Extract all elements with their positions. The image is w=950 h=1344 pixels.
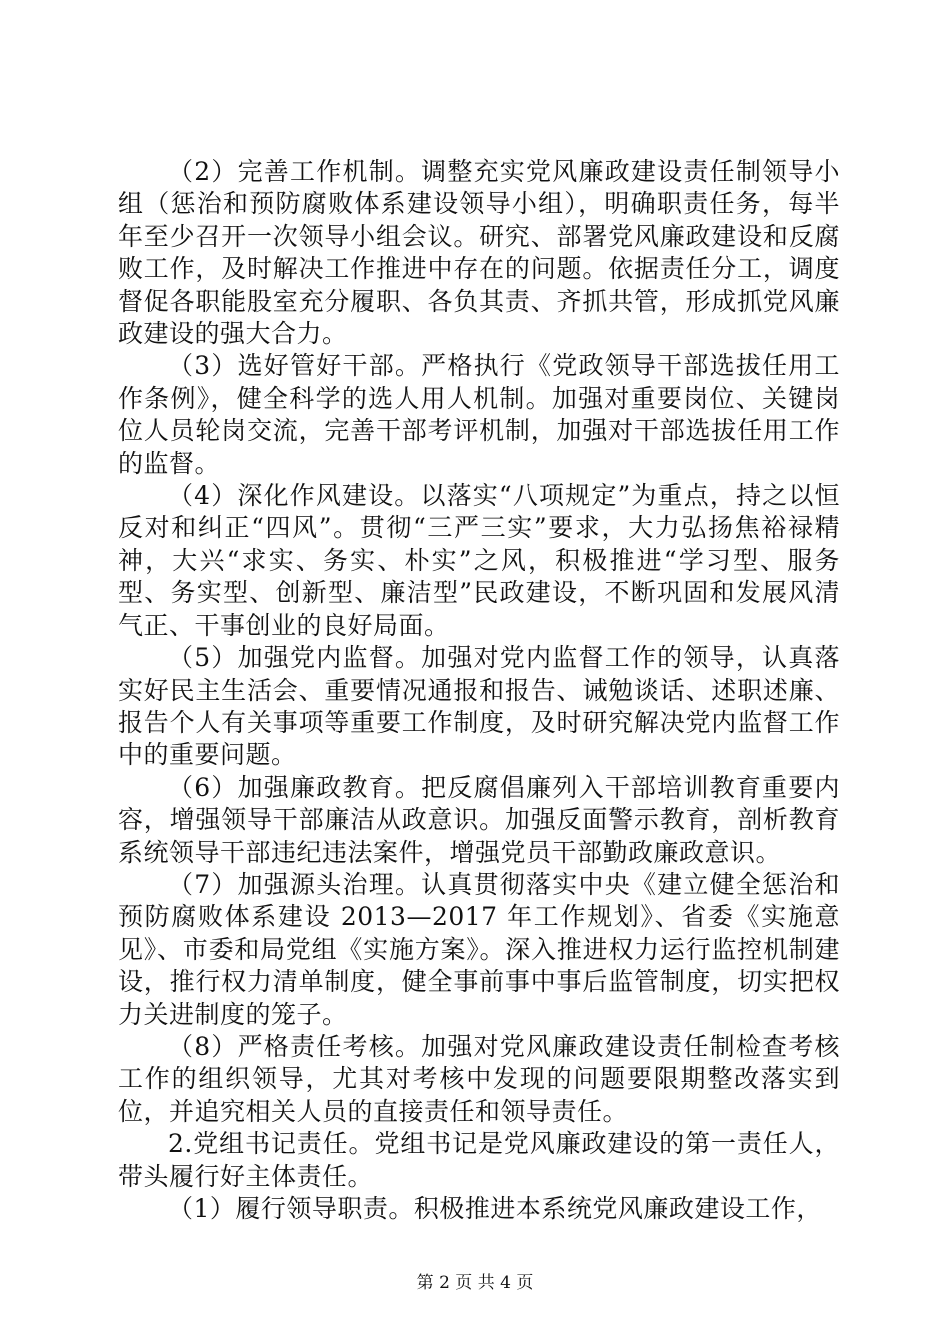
paragraph-internal-supervision: （5）加强党内监督。加强对党内监督工作的领导，认真落实好民主生活会、重要情况通报和报告、诫勉谈话、述职述廉、报告个人有关事项等重要工作制度，及时研究解决党内监督工作中的重要问题。 xyxy=(118,643,840,770)
paragraph-work-style: （4）深化作风建设。以落实“八项规定”为重点，持之以恒反对和纠正“四风”。贯彻“三严三实”要求，大力弘扬焦裕禄精神，大兴“求实、务实、朴实”之风，积极推进“学习型、服务型、务实型、创新型、廉洁型”民政建设，不断巩固和发展风清气正、干事创业的良好局面。 xyxy=(118,481,840,640)
paragraph-integrity-education: （6）加强廉政教育。把反腐倡廉列入干部培训教育重要内容，增强领导干部廉洁从政意识。加强反面警示教育，剖析教育系统领导干部违纪违法案件，增强党员干部勤政廉政意识。 xyxy=(118,772,840,867)
paragraph-leadership-duty: （1）履行领导职责。积极推进本系统党风廉政建设工作， xyxy=(168,1194,822,1223)
paragraph-secretary-responsibility: 2.党组书记责任。党组书记是党风廉政建设的第一责任人，带头履行好主体责任。 xyxy=(118,1129,840,1191)
paragraph-select-cadres: （3）选好管好干部。严格执行《党政领导干部选拔任用工作条例》，健全科学的选人用人机制。加强对重要岗位、关键岗位人员轮岗交流，完善干部考评机制，加强对干部选拔任用工作的监督。 xyxy=(118,351,840,478)
page-number: 第 2 页 共 4 页 xyxy=(416,1273,534,1293)
paragraph-work-mechanism: （2）完善工作机制。调整充实党风廉政建设责任制领导小组（惩治和预防腐败体系建设领导小组），明确职责任务，每半年至少召开一次领导小组会议。研究、部署党风廉政建设和反腐败工作，及时解决工作推进中存在的问题。依据责任分工，调度督促各职能股室充分履职、各负其责、齐抓共管，形成抓党风廉政建设的强大合力。 xyxy=(118,157,840,349)
paragraph-responsibility-assessment: （8）严格责任考核。加强对党风廉政建设责任制检查考核工作的组织领导，尤其对考核中发现的问题要限期整改落实到位，并追究相关人员的直接责任和领导责任。 xyxy=(118,1031,840,1126)
document-body xyxy=(118,156,840,1225)
paragraph-source-governance: （7）加强源头治理。认真贯彻落实中央《建立健全惩治和预防腐败体系建设 2013—2017 年工作规划》、省委《实施意见》、市委和局党组《实施方案》。深入推进权力运行监控机制建设，推行权力清单制度，健全事前事中事后监管制度，切实把权力关进制度的笼子。 xyxy=(118,869,840,1029)
